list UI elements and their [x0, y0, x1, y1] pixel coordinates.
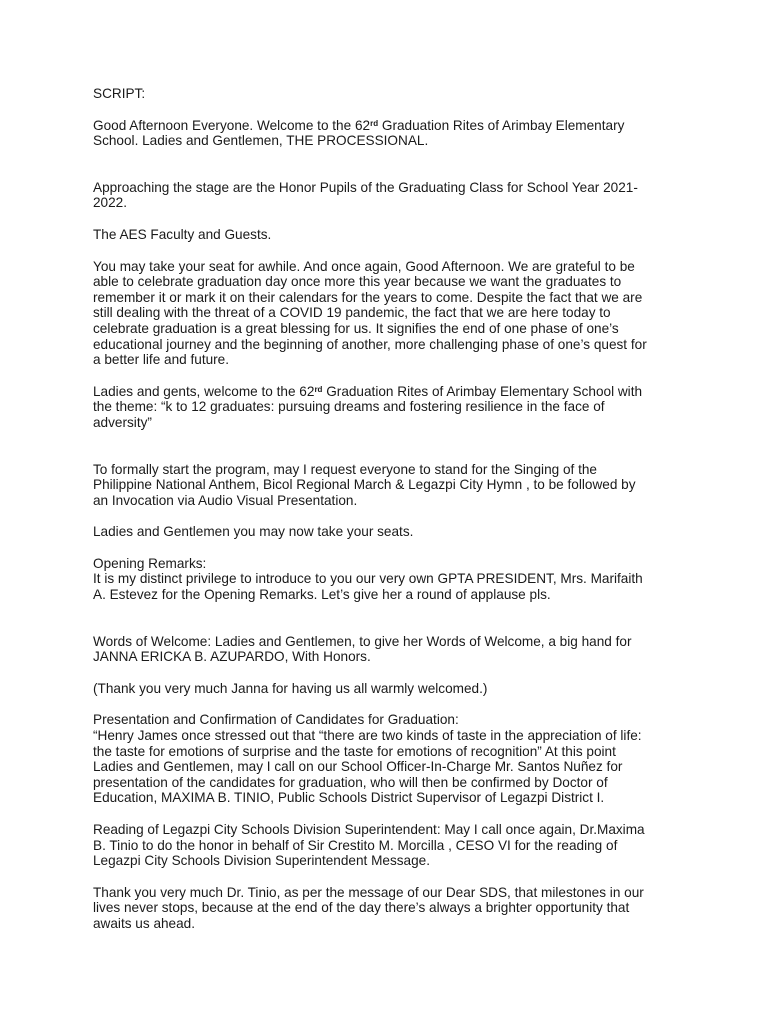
take-seats-paragraph [93, 524, 685, 540]
presentation-heading: Presentation and Confirmation of Candidates for Graduation: [93, 712, 459, 728]
script-label: SCRIPT: [93, 86, 146, 101]
theme-line-3: adversity” [93, 414, 152, 430]
theme-line-1: Ladies and gents, welcome to the 62rd Graduation Rites of Arimbay Elementary School with [93, 383, 643, 399]
faculty-paragraph [93, 227, 685, 243]
seat-line: still dealing with the threat of a COVID 19 pandemic, the fact that we are here today to [93, 305, 611, 321]
honor-pupils-paragraph [93, 180, 685, 211]
words-of-welcome-line: JANNA ERICKA B. AZUPARDO, With Honors. [93, 649, 371, 665]
presentation-line: Ladies and Gentlemen, may I call on our School Officer-In-Charge Mr. Santos Nuñez for [93, 759, 623, 775]
thank-tinio-line: Thank you very much Dr. Tinio, as per the message of our Dear SDS, that milestones in our [93, 884, 644, 900]
seat-line: able to celebrate graduation day once more this year because we want the graduates to [93, 274, 622, 290]
start-program-line: an Invocation via Audio Visual Presentation. [93, 492, 358, 508]
presentation-line: the taste for emotions of surprise and the taste for emotions of recognition” At this point [93, 743, 616, 759]
words-of-welcome-line: Words of Welcome: Ladies and Gentlemen, to give her Words of Welcome, a big hand for [93, 633, 632, 649]
presentation-line: presentation of the candidates for graduation, who will then be confirmed by Doctor of [93, 774, 608, 790]
welcome-line-2: School. Ladies and Gentlemen, THE PROCESSIONAL. [93, 133, 429, 149]
ordinal-suffix: rd [314, 384, 323, 394]
thank-tinio-line: awaits us ahead. [93, 915, 196, 931]
seat-line: a better life and future. [93, 352, 230, 368]
start-program-paragraph [93, 462, 685, 509]
thank-janna-line: (Thank you very much Janna for having us all warmly welcomed.) [93, 680, 488, 696]
presentation-line: Education, MAXIMA B. TINIO, Public Schools District Supervisor of Legazpi District I. [93, 790, 605, 806]
reading-paragraph [93, 822, 685, 869]
presentation-line: “Henry James once stressed out that “there are two kinds of taste in the appreciation of life: [93, 728, 642, 744]
reading-line: Legazpi City Schools Division Superintendent Message. [93, 853, 431, 869]
welcome-paragraph [93, 118, 685, 149]
seat-paragraph [93, 259, 685, 368]
thank-tinio-paragraph [93, 885, 685, 932]
theme-paragraph [93, 384, 685, 431]
reading-line: B. Tinio to do the honor in behalf of Sir Crestito M. Morcilla , CESO VI for the reading of [93, 837, 618, 853]
take-seats-line: Ladies and Gentlemen you may now take your seats. [93, 524, 414, 540]
start-program-line: To formally start the program, may I request everyone to stand for the Singing of the [93, 461, 597, 477]
seat-line: remember it or mark it on their calendars for the years to come. Despite the fact that we are [93, 289, 643, 305]
opening-remarks-line: It is my distinct privilege to introduce to you our very own GPTA PRESIDENT, Mrs. Marifaith [93, 571, 643, 587]
seat-line: educational journey and the beginning of another, more challenging phase of one’s quest for [93, 336, 647, 352]
words-of-welcome-paragraph [93, 634, 685, 665]
welcome-line-1: Good Afternoon Everyone. Welcome to the 62rd Graduation Rites of Arimbay Elementary [93, 117, 625, 133]
thank-janna-paragraph [93, 681, 685, 697]
honor-pupils-line-1: Approaching the stage are the Honor Pupils of the Graduating Class for School Year 2021- [93, 179, 638, 195]
seat-line: You may take your seat for awhile. And once again, Good Afternoon. We are grateful to be [93, 258, 635, 274]
opening-remarks-paragraph [93, 556, 685, 603]
theme-line-2: the theme: “k to 12 graduates: pursuing dreams and fostering resilience in the face of [93, 399, 605, 415]
opening-remarks-heading: Opening Remarks: [93, 555, 207, 571]
faculty-line: The AES Faculty and Guests. [93, 226, 272, 242]
presentation-paragraph [93, 712, 685, 806]
opening-remarks-line: A. Estevez for the Opening Remarks. Let’s give her a round of applause pls. [93, 587, 551, 603]
seat-line: celebrate graduation is a great blessing for us. It signifies the end of one phase of one’s [93, 320, 619, 336]
reading-line: Reading of Legazpi City Schools Division Superintendent: May I call once again, Dr.Maxima [93, 822, 645, 837]
honor-pupils-line-2: 2022. [93, 195, 128, 211]
start-program-line: Philippine National Anthem, Bicol Regional March & Legazpi City Hymn , to be followed by [93, 477, 636, 493]
ordinal-suffix: rd [370, 118, 379, 128]
thank-tinio-line: lives never stops, because at the end of the day there’s always a brighter opportunity that [93, 900, 630, 916]
document-page [93, 86, 685, 932]
script-heading [93, 86, 685, 102]
